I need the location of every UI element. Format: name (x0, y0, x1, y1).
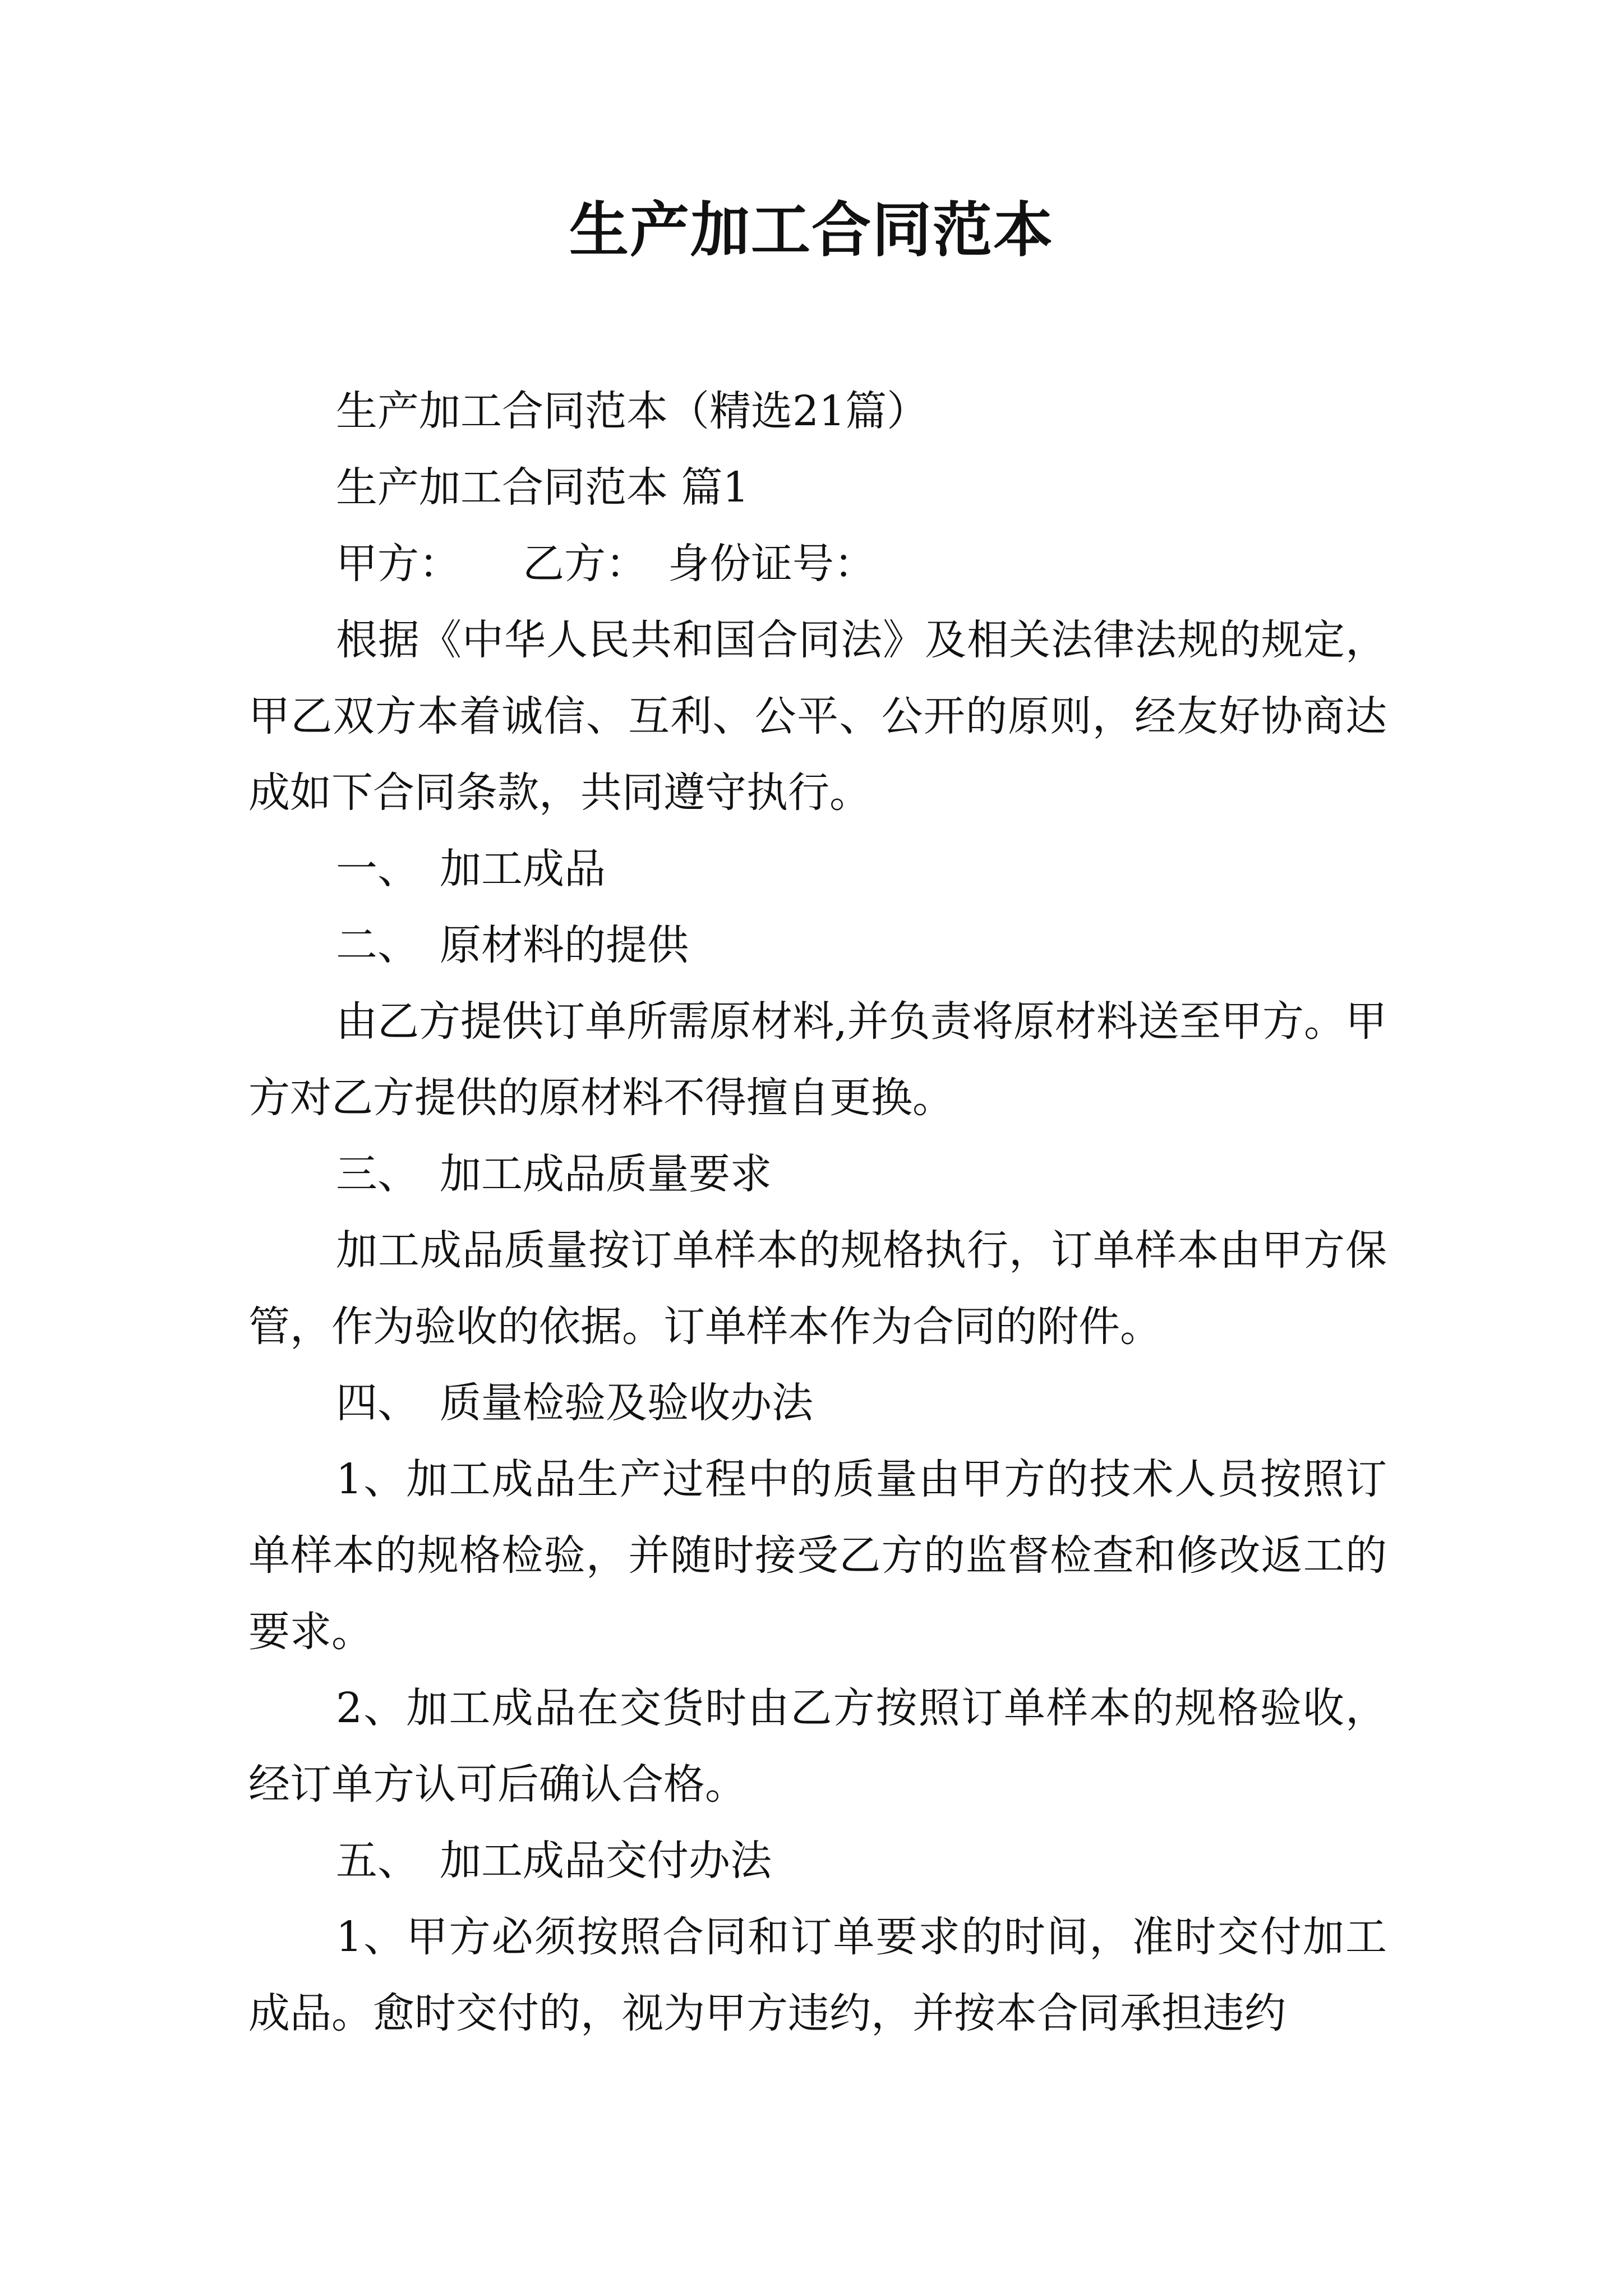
preamble-paragraph: 根据《中华人民共和国合同法》及相关法律法规的规定，甲乙双方本着诚信、互利、公平、公开的原则，经友好协商达成如下合同条款，共同遵守执行。 (248, 616, 1387, 817)
document-body (248, 373, 1387, 2051)
section-heading-1: 一、 加工成品 (336, 845, 606, 893)
section-4-item-2: 2、加工成品在交货时由乙方按照订单样本的规格验收，经订单方认可后确认合格。 (248, 1684, 1387, 1809)
section-3-paragraph: 加工成品质量按订单样本的规格执行，订单样本由甲方保管，作为验收的依据。订单样本作为合同的附件。 (248, 1226, 1387, 1351)
section-2-paragraph: 由乙方提供订单所需原材料,并负责将原材料送至甲方。甲方对乙方提供的原材料不得擅自更换。 (248, 997, 1387, 1122)
section-heading-2: 二、 原材料的提供 (336, 921, 689, 969)
section-heading-5: 五、 加工成品交付办法 (336, 1837, 772, 1885)
article-heading: 生产加工合同范本 篇1 (336, 463, 749, 512)
document-title: 生产加工合同范本 (569, 195, 1054, 265)
section-5-item-1: 1、甲方必须按照合同和订单要求的时间，准时交付加工成品。愈时交付的，视为甲方违约，并按本合同承担违约 (248, 1913, 1387, 2037)
collection-heading: 生产加工合同范本（精选21篇） (336, 387, 929, 435)
section-heading-3: 三、 加工成品质量要求 (336, 1150, 772, 1198)
parties-line: 甲方： 乙方： 身份证号： (336, 540, 875, 588)
section-heading-4: 四、 质量检验及验收办法 (336, 1379, 813, 1427)
section-4-item-1: 1、加工成品生产过程中的质量由甲方的技术人员按照订单样本的规格检验，并随时接受乙方的监督检查和修改返工的要求。 (248, 1455, 1387, 1656)
